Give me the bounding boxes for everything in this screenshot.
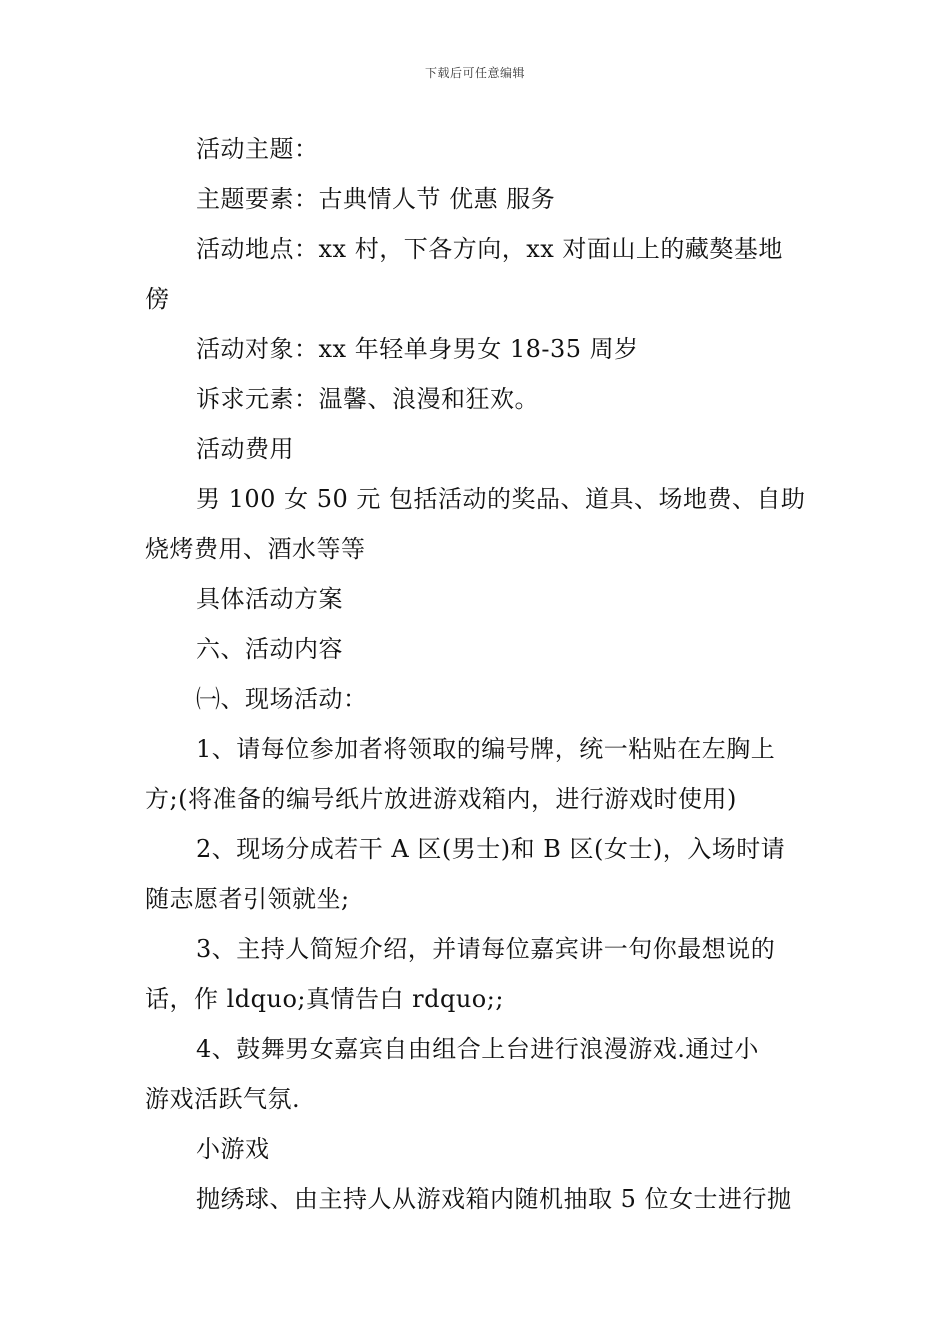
paragraph-item-4: 4、鼓舞男女嘉宾自由组合上台进行浪漫游戏.通过小 — [196, 1035, 759, 1063]
paragraph-location: 活动地点：xx 村，下各方向，xx 对面山上的藏獒基地 — [196, 235, 783, 263]
paragraph-section-six: 六、活动内容 — [196, 635, 343, 663]
paragraph-item-3: 3、主持人简短介绍，并请每位嘉宾讲一句你最想说的 — [196, 935, 776, 963]
paragraph-item-1-cont: 方;(将准备的编号纸片放进游戏箱内，进行游戏时使用) — [145, 785, 737, 813]
paragraph-games-title: 小游戏 — [196, 1135, 270, 1163]
paragraph-games-detail: 抛绣球、由主持人从游戏箱内随机抽取 5 位女士进行抛 — [196, 1185, 792, 1213]
paragraph-cost-detail: 男 100 女 50 元 包括活动的奖品、道具、场地费、自助 — [196, 485, 806, 513]
paragraph-audience: 活动对象：xx 年轻单身男女 18-35 周岁 — [196, 335, 639, 363]
paragraph-appeal: 诉求元素：温馨、浪漫和狂欢。 — [196, 385, 539, 413]
paragraph-onsite: ㈠、现场活动： — [196, 685, 368, 713]
page-header: 下载后可任意编辑 — [424, 66, 525, 80]
paragraph-item-2: 2、现场分成若干 A 区(男士)和 B 区(女士)，入场时请 — [196, 835, 786, 863]
paragraph-theme: 活动主题： — [196, 135, 319, 163]
paragraph-cost-detail-cont: 烧烤费用、酒水等等 — [145, 535, 366, 563]
paragraph-item-2-cont: 随志愿者引领就坐; — [145, 885, 350, 913]
paragraph-cost-title: 活动费用 — [196, 435, 294, 463]
paragraph-item-3-cont: 话，作 ldquo;真情告白 rdquo;; — [145, 985, 504, 1013]
paragraph-plan-title: 具体活动方案 — [196, 585, 343, 613]
document-body — [145, 124, 809, 1224]
paragraph-elements: 主题要素：古典情人节 优惠 服务 — [196, 185, 556, 213]
paragraph-item-1: 1、请每位参加者将领取的编号牌，统一粘贴在左胸上 — [196, 735, 776, 763]
paragraph-location-cont: 傍 — [145, 285, 170, 313]
paragraph-item-4-cont: 游戏活跃气氛. — [145, 1085, 301, 1113]
